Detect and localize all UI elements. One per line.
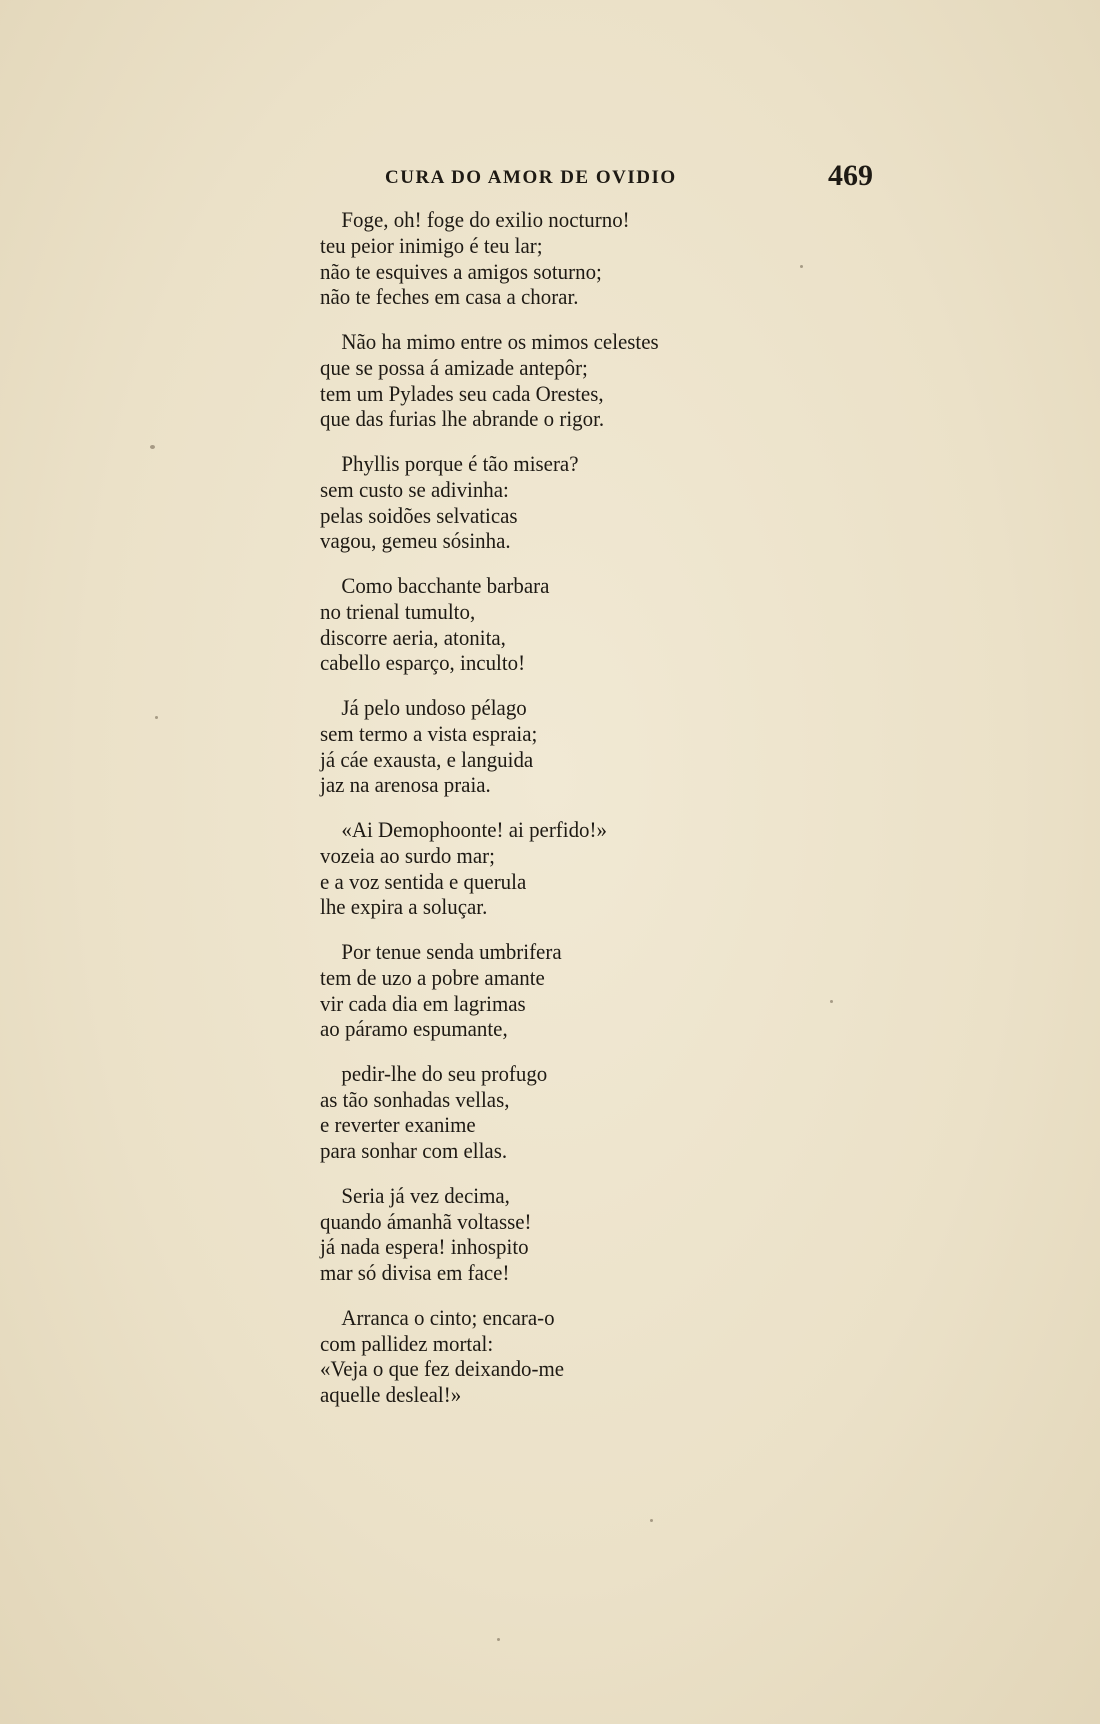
verse-line: já nada espera! inhospito (320, 1234, 529, 1260)
speck (150, 445, 155, 449)
verse-line: vir cada dia em lagrimas (320, 990, 526, 1016)
verse-line: que das furias lhe abrande o rigor. (320, 406, 605, 432)
verse-line: Não ha mimo entre os mimos celestes (341, 328, 659, 354)
verse-line: Por tenue senda umbrifera (341, 938, 562, 964)
verse-line: vozeia ao surdo mar; (320, 842, 495, 868)
verse-line: sem termo a vista espraia; (320, 720, 538, 746)
verse-line: que se possa á amizade antepôr; (320, 354, 588, 380)
speck (497, 1638, 500, 1641)
speck (650, 1519, 653, 1522)
verse-line: tem de uzo a pobre amante (320, 964, 545, 990)
verse-line: ao páramo espumante, (320, 1016, 508, 1042)
stanza (320, 695, 878, 798)
verse-line: Arranca o cinto; encara-o (341, 1304, 555, 1330)
verse-line: Seria já vez decima, (341, 1182, 510, 1208)
verse-line: mar só divisa em face! (320, 1260, 510, 1286)
verse-line: e a voz sentida e querula (320, 868, 527, 894)
page-header (0, 159, 1100, 195)
verse-line: com pallidez mortal: (320, 1330, 494, 1356)
verse-line: sem custo se adivinha: (320, 476, 509, 502)
verse-line: pelas soidões selvaticas (320, 502, 518, 528)
stanza (320, 573, 878, 676)
verse-line: pedir-lhe do seu profugo (341, 1060, 548, 1086)
verse-line: Phyllis porque é tão misera? (341, 450, 579, 476)
verse-line: não te esquives a amigos soturno; (320, 258, 602, 284)
verse-line: quando ámanhã voltasse! (320, 1208, 532, 1234)
verse-line: no trienal tumulto, (320, 598, 476, 624)
speck (155, 716, 158, 719)
verse-line: para sonhar com ellas. (320, 1138, 508, 1164)
stanza (320, 1183, 878, 1286)
poem-body (320, 207, 878, 1427)
verse-line: e reverter exanime (320, 1112, 476, 1138)
stanza (320, 817, 878, 920)
verse-line: teu peior inimigo é teu lar; (320, 232, 543, 258)
verse-line: «Veja o que fez deixando-me (320, 1356, 565, 1382)
stanza (320, 451, 878, 554)
speck (830, 1000, 833, 1003)
verse-line: «Ai Demophoonte! ai perfido!» (341, 816, 607, 842)
stanza (320, 939, 878, 1042)
verse-line: jaz na arenosa praia. (320, 772, 491, 798)
stanza (320, 1305, 878, 1408)
verse-line: não te feches em casa a chorar. (320, 284, 579, 310)
verse-line: cabello esparço, inculto! (320, 650, 526, 676)
stanza (320, 329, 878, 432)
verse-line: aquelle desleal!» (320, 1382, 462, 1408)
verse-line: discorre aeria, atonita, (320, 624, 506, 650)
running-title: CURA DO AMOR DE OVIDIO (385, 167, 677, 188)
verse-line: Foge, oh! foge do exilio nocturno! (341, 207, 630, 232)
page-number: 469 (828, 159, 873, 192)
verse-line: já cáe exausta, e languida (320, 746, 534, 772)
stanza (320, 1061, 878, 1164)
verse-line: as tão sonhadas vellas, (320, 1086, 510, 1112)
speck (800, 265, 803, 268)
verse-line: Já pelo undoso pélago (341, 694, 527, 720)
verse-line: vagou, gemeu sósinha. (320, 528, 511, 554)
verse-line: Como bacchante barbara (341, 572, 550, 598)
verse-line: tem um Pylades seu cada Orestes, (320, 380, 604, 406)
stanza (320, 207, 878, 310)
verse-line: lhe expira a soluçar. (320, 894, 488, 920)
